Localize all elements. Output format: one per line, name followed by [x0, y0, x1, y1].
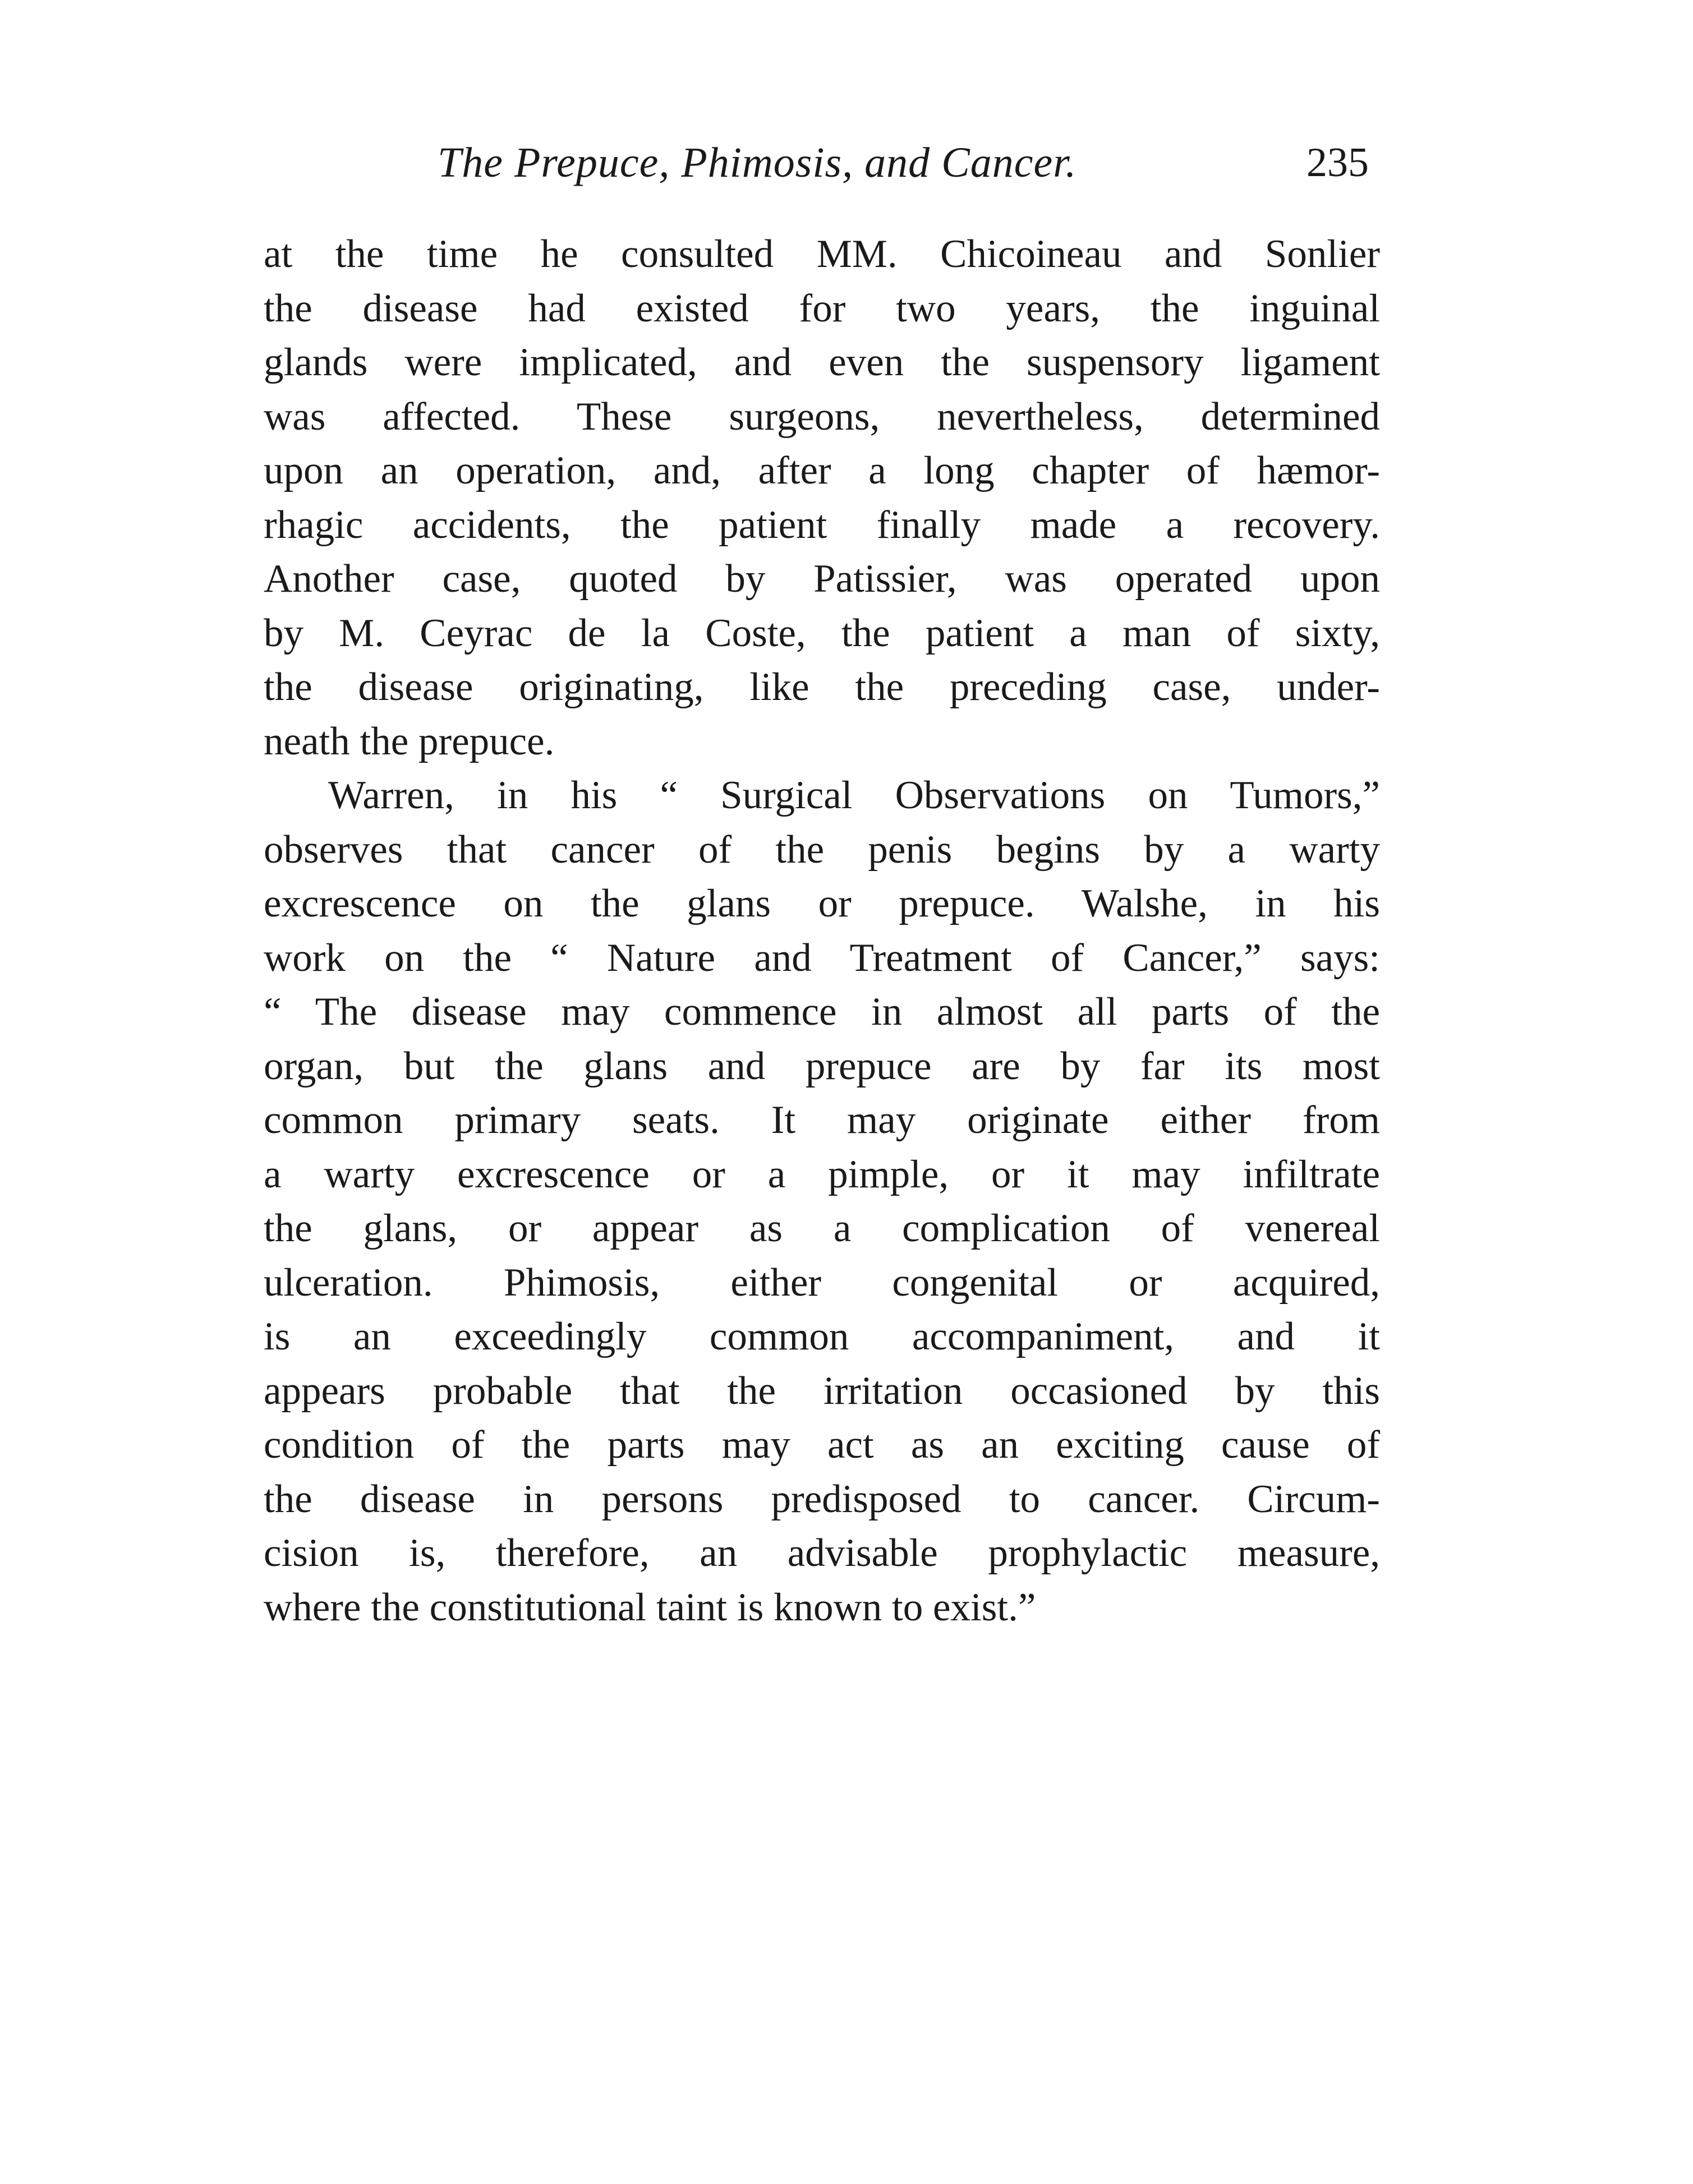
text-line: where the constitutional taint is known to exist.” — [264, 1585, 1036, 1629]
text-line: excrescence on the glans or prepuce. Walshe, in his — [264, 882, 1380, 925]
running-title: The Prepuce, Phimosis, and Cancer. — [438, 139, 1077, 186]
text-line: was affected. These surgeons, nevertheless, determined — [264, 394, 1380, 439]
text-line: Another case, quoted by Patissier, was operated upon — [264, 557, 1380, 601]
text-line: appears probable that the irritation occasioned by this — [264, 1369, 1380, 1413]
text-line: rhagic accidents, the patient finally made a recovery. — [264, 503, 1380, 547]
text-line: common primary seats. It may originate either from — [264, 1098, 1380, 1142]
text-line: “ The disease may commence in almost all parts of the — [264, 990, 1380, 1034]
text-line: cision is, therefore, an advisable prophylactic measure, — [264, 1531, 1380, 1575]
text-line: by M. Ceyrac de la Coste, the patient a man of sixty, — [264, 611, 1380, 655]
text-line: the disease originating, like the preceding case, under- — [264, 665, 1380, 709]
text-line: a warty excrescence or a pimple, or it may infiltrate — [264, 1152, 1380, 1196]
text-line: upon an operation, and, after a long chapter of hæmor- — [264, 449, 1380, 492]
text-line: the disease in persons predisposed to cancer. Circum- — [264, 1477, 1380, 1521]
text-line: is an exceedingly common accompaniment, and it — [264, 1315, 1380, 1358]
text-line: neath the prepuce. — [264, 719, 555, 763]
text-line: glands were implicated, and even the suspensory ligament — [264, 340, 1380, 384]
text-line: Warren, in his “ Surgical Observations on Tumors,” — [328, 773, 1380, 817]
paragraph-1 — [264, 227, 1380, 768]
text-line: condition of the parts may act as an exciting cause of — [264, 1423, 1380, 1467]
text-line: work on the “ Nature and Treatment of Cancer,” says: — [264, 936, 1380, 980]
text-line: the disease had existed for two years, the inguinal — [264, 286, 1380, 330]
body-text — [264, 227, 1380, 1634]
text-line: ulceration. Phimosis, either congenital or acquired, — [264, 1260, 1380, 1305]
text-line: organ, but the glans and prepuce are by far its most — [264, 1044, 1380, 1088]
running-head — [264, 132, 1380, 193]
text-line: observes that cancer of the penis begins by a warty — [264, 827, 1380, 872]
paragraph-2 — [264, 768, 1380, 1634]
text-line: at the time he consulted MM. Chicoineau and Sonlier — [264, 232, 1380, 276]
text-line: the glans, or appear as a complication of venereal — [264, 1206, 1380, 1250]
page-number: 235 — [1306, 140, 1369, 186]
